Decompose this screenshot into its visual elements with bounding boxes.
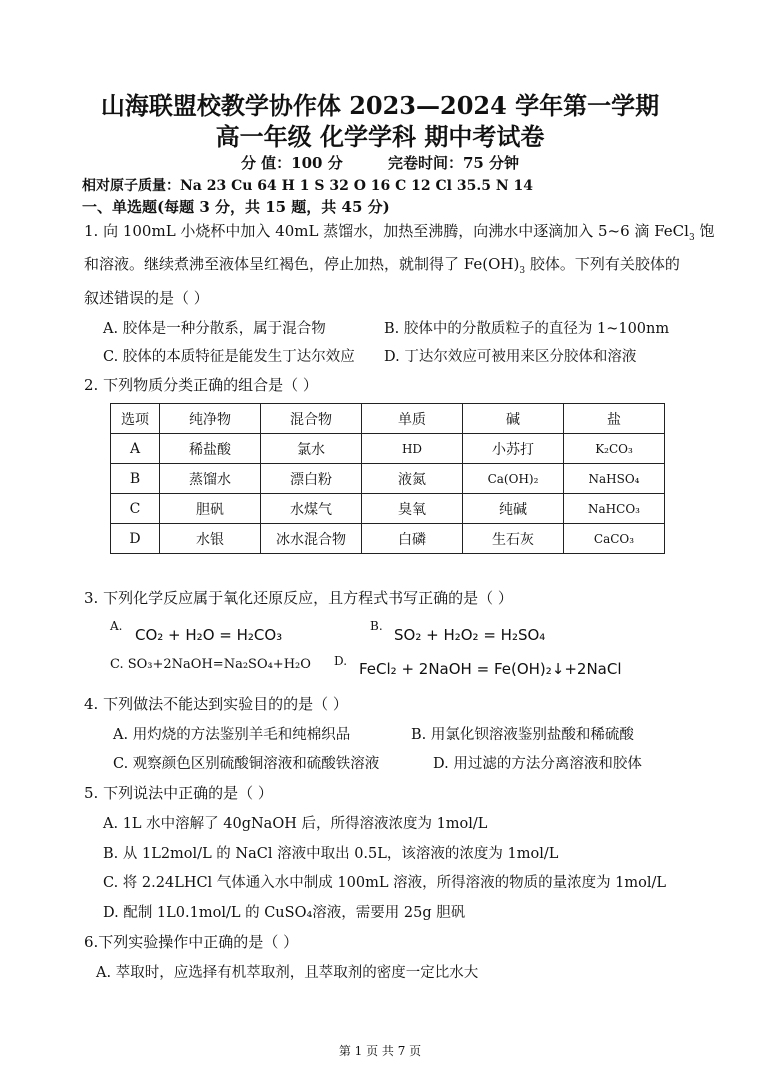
table-header: 纯净物 (160, 404, 261, 434)
table-cell: HD (362, 434, 463, 464)
table-cell: 纯碱 (463, 494, 564, 524)
q3-option-d-formula: FeCl₂ + 2NaOH = Fe(OH)₂↓+2NaCl (359, 660, 622, 678)
table-row (111, 524, 665, 554)
q1-line1: 1. 向 100mL 小烧杯中加入 40mL 蒸馏水，加热至沸腾，向沸水中逐滴加入 5~6 滴 FeCl$_3$ 饱 (84, 222, 715, 243)
q5-option-d: D. 配制 1L0.1mol/L 的 CuSO₄溶液，需要用 25g 胆矾 (103, 905, 466, 921)
table-cell: B (111, 464, 160, 494)
score-text: 分 值：100 分 (240, 154, 343, 172)
exam-title-line2: 高一年级 化学学科 期中考试卷 (215, 122, 545, 151)
table-header: 单质 (362, 404, 463, 434)
table-cell: 水煤气 (261, 494, 362, 524)
q3-option-c: C. SO₃+2NaOH=Na₂SO₄+H₂O (110, 657, 311, 672)
q4-option-c: C. 观察颜色区别硫酸铜溶液和硫酸铁溶液 (113, 756, 380, 772)
q5-option-a: A. 1L 水中溶解了 40gNaOH 后，所得溶液浓度为 1mol/L (103, 816, 488, 832)
q5-option-b: B. 从 1L2mol/L 的 NaCl 溶液中取出 0.5L，该溶液的浓度为 1mol/L (103, 846, 559, 862)
atomic-mass-line: 相对原子质量：Na 23 Cu 64 H 1 S 32 O 16 C 12 Cl 35.5 N 14 (82, 178, 533, 194)
q4-option-a: A. 用灼烧的方法鉴别羊毛和纯棉织品 (113, 727, 351, 743)
table-cell: 稀盐酸 (160, 434, 261, 464)
table-cell: 漂白粉 (261, 464, 362, 494)
table-header-row (111, 404, 665, 434)
q6-option-a: A. 萃取时，应选择有机萃取剂，且萃取剂的密度一定比水大 (96, 965, 479, 981)
table-cell: C (111, 494, 160, 524)
q5-option-c: C. 将 2.24LHCl 气体通入水中制成 100mL 溶液，所得溶液的物质的量浓度为 1mol/L (103, 875, 667, 891)
q3-stem: 3. 下列化学反应属于氧化还原反应，且方程式书写正确的是（ ） (84, 589, 513, 607)
q3-option-d-label: D. (334, 654, 348, 668)
q1-line2: 和溶液。继续煮沸至液体呈红褐色，停止加热，就制得了 $Fe(OH)_3$ 胶体。下列有关胶体的 (84, 255, 680, 276)
table-cell: 生石灰 (463, 524, 564, 554)
q3-option-b-label: B. (370, 619, 383, 633)
table-header: 碱 (463, 404, 564, 434)
table-cell: 冰水混合物 (261, 524, 362, 554)
table-cell: 蒸馏水 (160, 464, 261, 494)
q1-option-d: D. 丁达尔效应可被用来区分胶体和溶液 (384, 349, 637, 365)
table-header: 选项 (111, 404, 160, 434)
q5-stem: 5. 下列说法中正确的是（ ） (84, 784, 273, 802)
table-row (111, 494, 665, 524)
table-cell: 胆矾 (160, 494, 261, 524)
table-cell: NaHCO₃ (564, 494, 665, 524)
q6-stem: 6.下列实验操作中正确的是（ ） (84, 933, 299, 951)
time-text: 完卷时间：75 分钟 (387, 154, 520, 172)
q1-option-c: C. 胶体的本质特征是能发生丁达尔效应 (103, 349, 355, 365)
exam-info (0, 152, 760, 173)
q3-option-a-label: A. (110, 619, 123, 633)
q1-line3: 叙述错误的是（ ） (84, 289, 209, 307)
table-cell: A (111, 434, 160, 464)
q1-option-a: A. 胶体是一种分散系，属于混合物 (103, 321, 326, 337)
table-cell: NaHSO₄ (564, 464, 665, 494)
q2-stem: 2. 下列物质分类正确的组合是（ ） (84, 376, 318, 394)
q2-table (110, 403, 665, 554)
q1-option-b: B. 胶体中的分散质粒子的直径为 1~100nm (384, 321, 670, 337)
q4-option-b: B. 用氯化钡溶液鉴别盐酸和稀硫酸 (411, 727, 634, 743)
table-row (111, 464, 665, 494)
table-cell: D (111, 524, 160, 554)
table-header: 混合物 (261, 404, 362, 434)
exam-title-line1: 山海联盟校教学协作体 2023—2024 学年第一学期 (100, 91, 660, 120)
q4-stem: 4. 下列做法不能达到实验目的的是（ ） (84, 695, 348, 713)
page-footer: 第 1 页 共 7 页 (338, 1044, 422, 1058)
table-cell: 白磷 (362, 524, 463, 554)
table-cell: 小苏打 (463, 434, 564, 464)
q3-option-a-formula: CO₂ + H₂O = H₂CO₃ (135, 626, 283, 644)
table-cell: CaCO₃ (564, 524, 665, 554)
table-cell: 液氮 (362, 464, 463, 494)
q3-option-b-formula: SO₂ + H₂O₂ = H₂SO₄ (394, 626, 546, 644)
table-cell: 氯水 (261, 434, 362, 464)
table-cell: 水银 (160, 524, 261, 554)
section-title: 一、单选题(每题 3 分，共 15 题，共 45 分) (82, 198, 390, 216)
table-cell: 臭氧 (362, 494, 463, 524)
table-header: 盐 (564, 404, 665, 434)
table-row (111, 434, 665, 464)
table-cell: Ca(OH)₂ (463, 464, 564, 494)
q4-option-d: D. 用过滤的方法分离溶液和胶体 (433, 756, 642, 772)
table-cell: K₂CO₃ (564, 434, 665, 464)
